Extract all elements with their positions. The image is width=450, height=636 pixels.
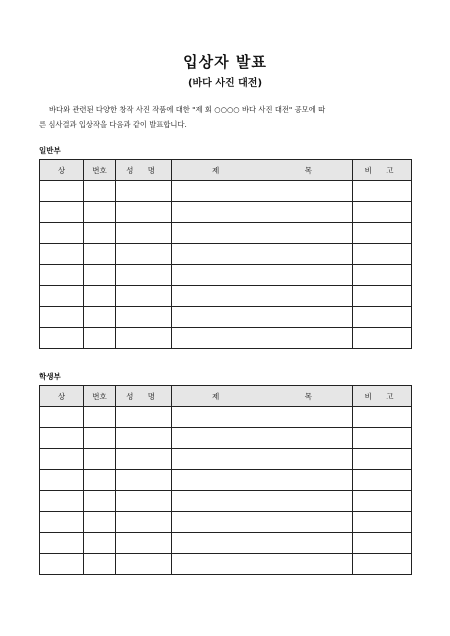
cell-remarks (353, 533, 412, 554)
intro-paragraph (39, 102, 417, 132)
page-subtitle: (바다 사진 대전) (187, 78, 263, 89)
cell-award (40, 181, 84, 202)
cell-name (116, 407, 172, 428)
general-table-body (40, 181, 412, 349)
cell-number (84, 470, 116, 491)
cell-award (40, 244, 84, 265)
cell-title (172, 286, 353, 307)
cell-name (116, 328, 172, 349)
cell-award (40, 265, 84, 286)
cell-remarks (353, 428, 412, 449)
cell-title (172, 491, 353, 512)
cell-award (40, 286, 84, 307)
col-award: 상 (40, 160, 84, 181)
intro-line-1: 바다와 관련된 다양한 창작 사진 작품에 대한 "제 회 ○○○○ 바다 사진 대전" 공모에 따 (49, 105, 326, 114)
cell-award (40, 554, 84, 575)
cell-title (172, 428, 353, 449)
general-table (39, 159, 412, 349)
table-row (40, 181, 412, 202)
table-header-row (40, 160, 412, 181)
table-row (40, 449, 412, 470)
cell-remarks (353, 554, 412, 575)
cell-title (172, 265, 353, 286)
cell-number (84, 265, 116, 286)
cell-number (84, 244, 116, 265)
cell-name (116, 244, 172, 265)
cell-name (116, 265, 172, 286)
student-table (39, 385, 412, 575)
cell-number (84, 533, 116, 554)
cell-title (172, 202, 353, 223)
cell-remarks (353, 512, 412, 533)
cell-title (172, 223, 353, 244)
cell-name (116, 223, 172, 244)
cell-number (84, 407, 116, 428)
cell-award (40, 307, 84, 328)
cell-number (84, 202, 116, 223)
cell-title (172, 533, 353, 554)
cell-title (172, 244, 353, 265)
cell-remarks (353, 286, 412, 307)
cell-name (116, 428, 172, 449)
cell-title (172, 407, 353, 428)
table-row (40, 491, 412, 512)
cell-award (40, 533, 84, 554)
col-number: 번호 (84, 386, 116, 407)
cell-award (40, 328, 84, 349)
cell-number (84, 307, 116, 328)
table-row (40, 512, 412, 533)
cell-title (172, 181, 353, 202)
cell-name (116, 491, 172, 512)
cell-name (116, 554, 172, 575)
table-row (40, 265, 412, 286)
table-row (40, 307, 412, 328)
cell-award (40, 449, 84, 470)
cell-number (84, 223, 116, 244)
cell-title (172, 470, 353, 491)
cell-number (84, 554, 116, 575)
intro-line-2: 른 심사결과 입상작을 다음과 같이 발표합니다. (39, 120, 187, 129)
cell-remarks (353, 449, 412, 470)
cell-title (172, 449, 353, 470)
table-row (40, 328, 412, 349)
table-row (40, 554, 412, 575)
cell-number (84, 512, 116, 533)
col-title: 제 목 (172, 160, 353, 181)
section-label-general: 일반부 (39, 146, 61, 155)
cell-award (40, 470, 84, 491)
cell-award (40, 491, 84, 512)
cell-name (116, 512, 172, 533)
col-name: 성 명 (116, 386, 172, 407)
table-row (40, 470, 412, 491)
cell-number (84, 491, 116, 512)
cell-name (116, 181, 172, 202)
cell-number (84, 428, 116, 449)
cell-number (84, 449, 116, 470)
cell-remarks (353, 307, 412, 328)
col-name: 성 명 (116, 160, 172, 181)
cell-title (172, 512, 353, 533)
col-remarks: 비 고 (353, 160, 412, 181)
cell-title (172, 307, 353, 328)
cell-remarks (353, 265, 412, 286)
cell-name (116, 533, 172, 554)
cell-remarks (353, 470, 412, 491)
table-row (40, 407, 412, 428)
cell-award (40, 428, 84, 449)
cell-number (84, 181, 116, 202)
table-row (40, 428, 412, 449)
cell-number (84, 286, 116, 307)
cell-title (172, 554, 353, 575)
table-row (40, 533, 412, 554)
col-award: 상 (40, 386, 84, 407)
cell-remarks (353, 328, 412, 349)
cell-remarks (353, 223, 412, 244)
col-title: 제 목 (172, 386, 353, 407)
cell-remarks (353, 407, 412, 428)
table-header-row (40, 386, 412, 407)
cell-remarks (353, 181, 412, 202)
cell-award (40, 512, 84, 533)
cell-award (40, 223, 84, 244)
cell-remarks (353, 202, 412, 223)
cell-title (172, 328, 353, 349)
cell-name (116, 449, 172, 470)
cell-name (116, 202, 172, 223)
cell-number (84, 328, 116, 349)
cell-name (116, 307, 172, 328)
cell-remarks (353, 244, 412, 265)
col-remarks: 비 고 (353, 386, 412, 407)
table-row (40, 202, 412, 223)
table-row (40, 286, 412, 307)
student-table-body (40, 407, 412, 575)
col-number: 번호 (84, 160, 116, 181)
table-row (40, 223, 412, 244)
cell-award (40, 202, 84, 223)
table-row (40, 244, 412, 265)
cell-award (40, 407, 84, 428)
cell-name (116, 286, 172, 307)
cell-remarks (353, 491, 412, 512)
cell-name (116, 470, 172, 491)
section-label-student: 학생부 (39, 372, 61, 381)
page-title: 입상자 발표 (183, 53, 267, 71)
